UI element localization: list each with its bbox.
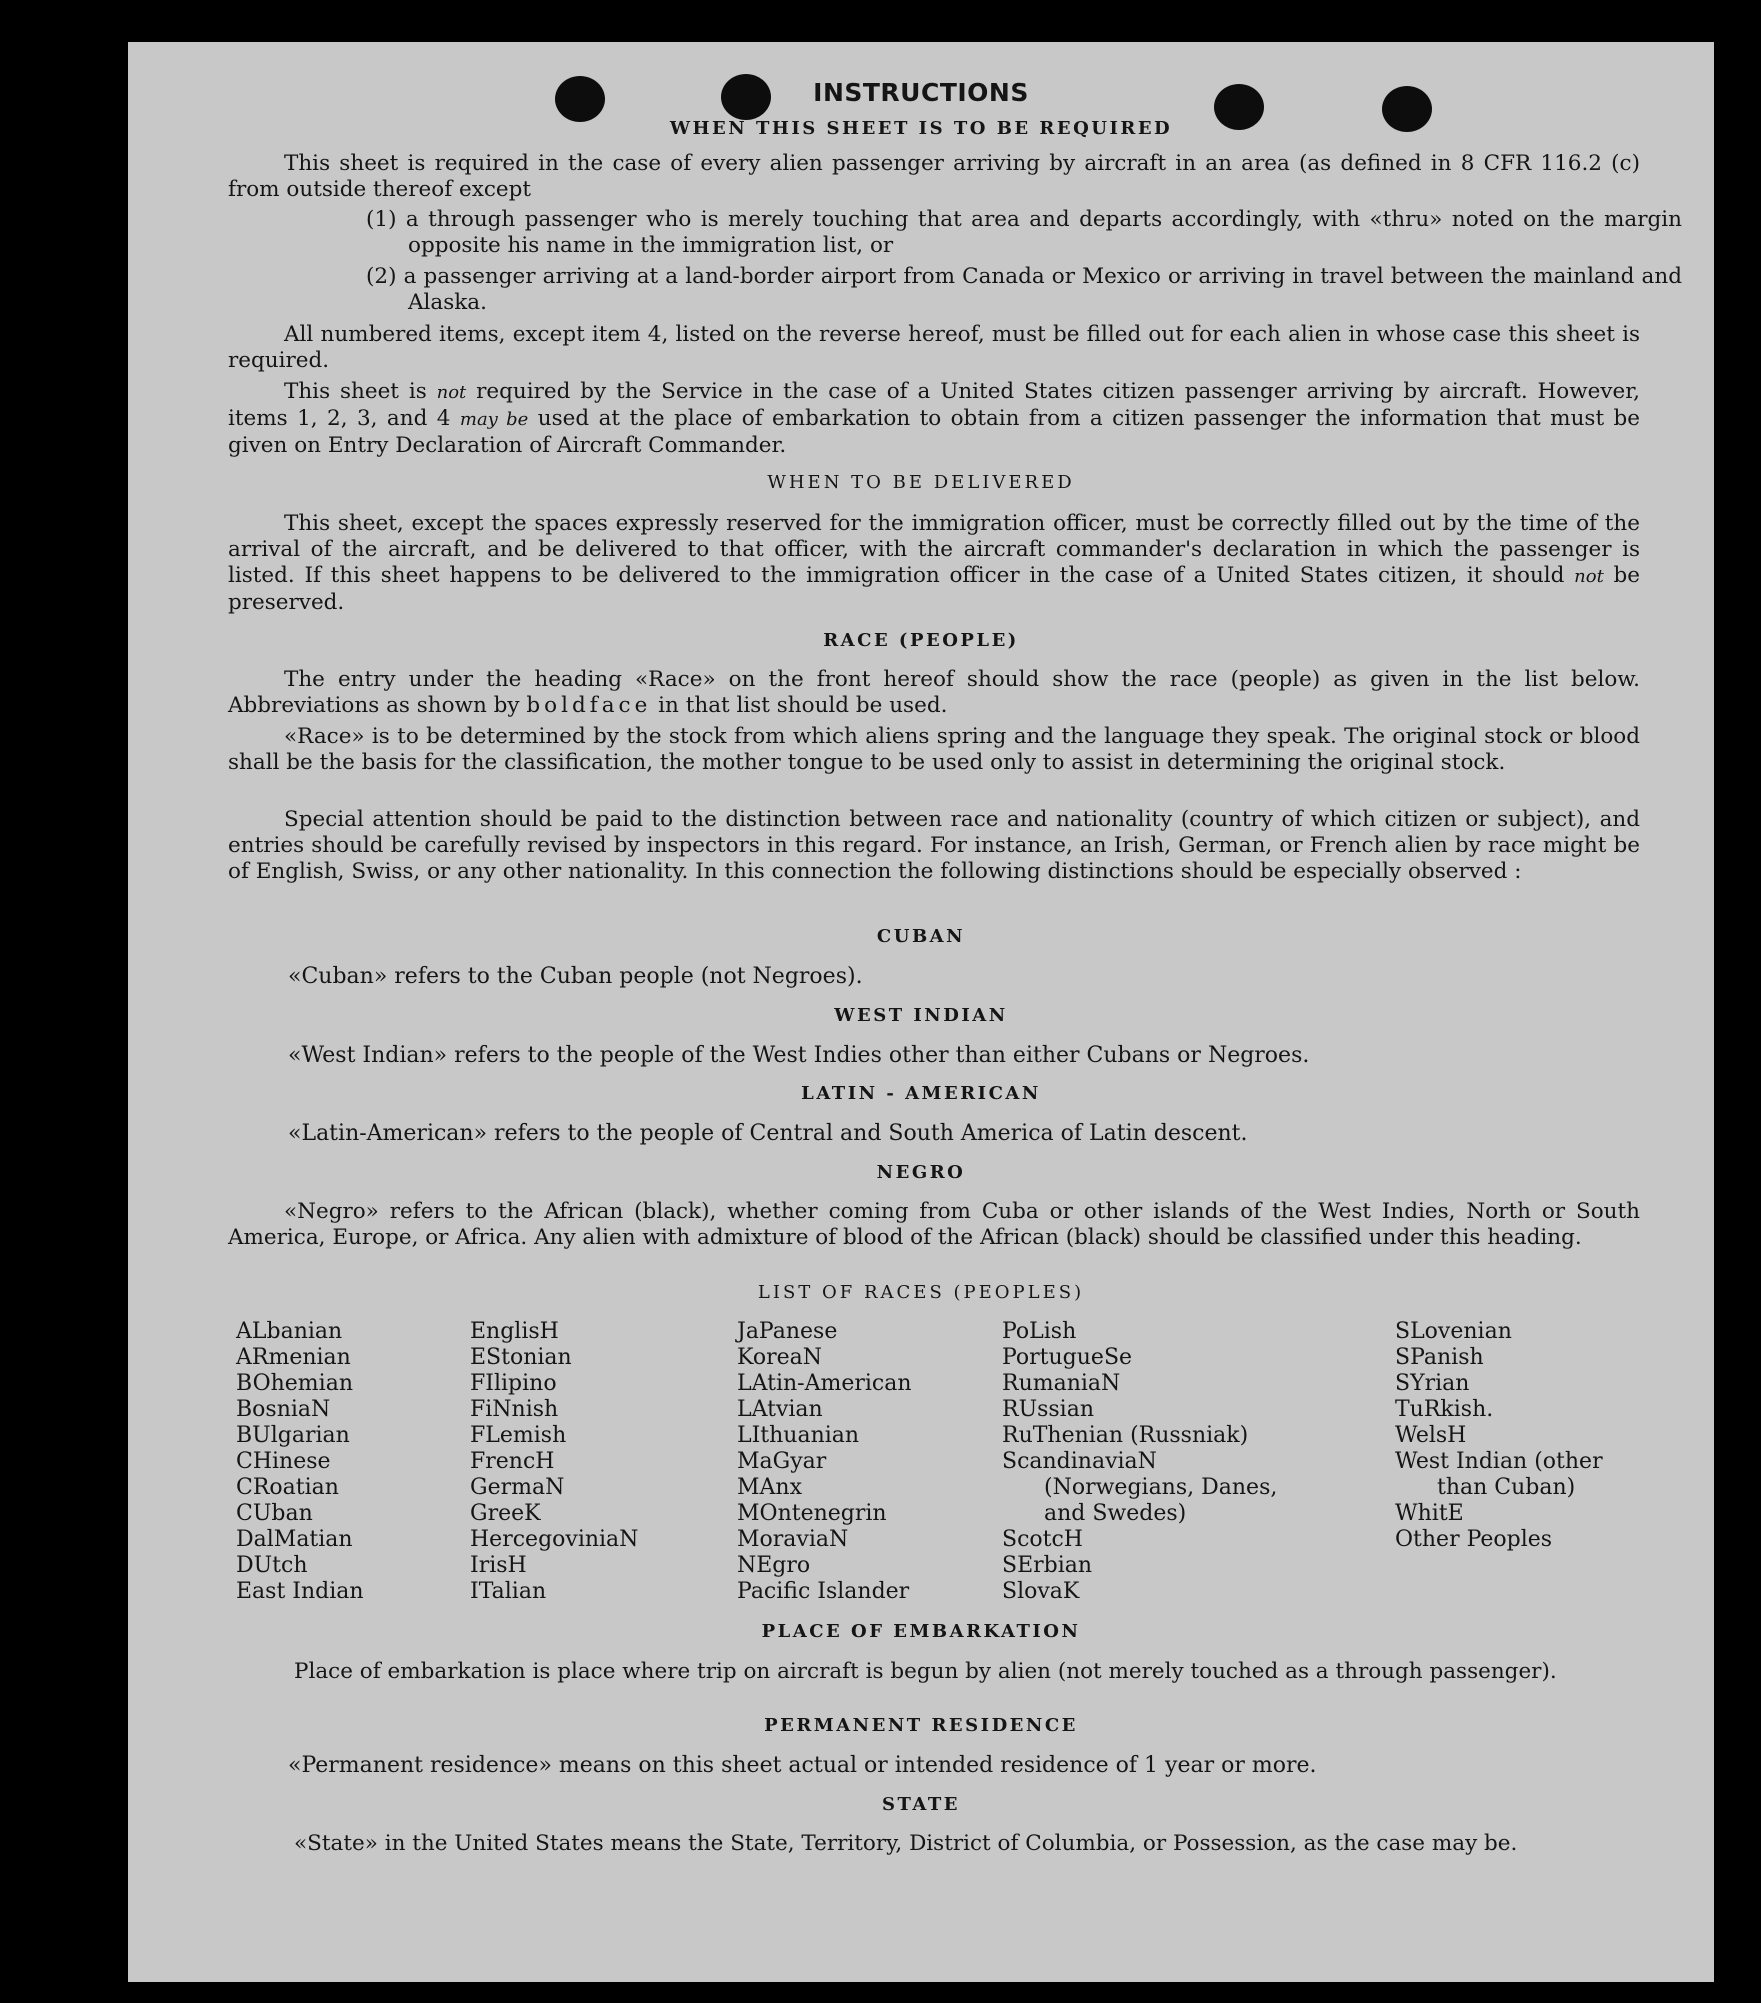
race-list-column-2 xyxy=(470,1319,720,1605)
race-list-item: West Indian (other than Cuban) xyxy=(1395,1449,1603,1500)
race-list-item: Pacific Islander xyxy=(737,1579,910,1604)
race-list-item: DUtch xyxy=(236,1553,308,1578)
section-heading-list: LIST OF RACES (PEOPLES) xyxy=(757,1282,1085,1303)
race-list-item: ARmenian xyxy=(236,1345,351,1370)
race-p3: Special attention should be paid to the distinction between race and nationality (country of which citizen or subject), and entries should be carefully revised by inspectors in this regard. For instance, an Irish, German, or French alien by race might be of English, Swiss, or any other nationality. In this connection the following distinctions should be especially observed : xyxy=(228,807,1640,884)
delivered-text: This sheet, except the spaces expressly reserved for the immigration officer, must be correctly filled out by the time of the arrival of the aircraft, and be delivered to that officer, with the aircraft commander's declaration in which the passenger is listed. If this sheet happens to be delivered to the immigration officer in the case of a United States citizen, it should not be preserved. xyxy=(228,511,1640,615)
page-title: INSTRUCTIONS xyxy=(813,78,1029,107)
state-text: «State» in the United States means the State, Territory, District of Columbia, or Possession, as the case may be. xyxy=(294,1831,1518,1856)
required-numbered: All numbered items, except item 4, listed on the reverse hereof, must be filled out for each alien in whose case this sheet is required. xyxy=(228,322,1640,373)
race-list-item: CHinese xyxy=(236,1449,331,1474)
race-list-item: WelsH xyxy=(1395,1423,1467,1448)
race-list-item: ScandinaviaN (Norwegians, Danes, and Swedes) xyxy=(1002,1449,1278,1526)
race-list-item: SlovaK xyxy=(1002,1579,1080,1604)
required-intro: This sheet is required in the case of every alien passenger arriving by aircraft in an area (as defined in 8 CFR 116.2 (c) from outside thereof except xyxy=(228,151,1640,202)
section-heading-state: STATE xyxy=(881,1794,960,1815)
race-list-item: GermaN xyxy=(470,1475,565,1500)
required-citizen: This sheet is not required by the Service in the case of a United States citizen passenger arriving by aircraft. However, items 1, 2, 3, and 4 may be used at the place of embarkation to obtain from a citizen passenger the information that must be given on Entry Declaration of Aircraft Commander. xyxy=(228,379,1641,458)
cuban-text: «Cuban» refers to the Cuban people (not Negroes). xyxy=(288,964,863,989)
race-list-item: HercegoviniaN xyxy=(470,1527,639,1552)
section-heading-negro: NEGRO xyxy=(876,1162,966,1183)
race-list-item: BosniaN xyxy=(236,1397,331,1422)
embarkation-text: Place of embarkation is place where trip on aircraft is begun by alien (not merely touched as a through passenger). xyxy=(294,1659,1557,1684)
latin-text: «Latin-American» refers to the people of Central and South America of Latin descent. xyxy=(288,1121,1248,1146)
race-list-item: SErbian xyxy=(1002,1553,1093,1578)
race-list-item: CRoatian xyxy=(236,1475,339,1500)
race-list-item: Other Peoples xyxy=(1395,1527,1553,1552)
race-list-item: TuRkish. xyxy=(1395,1397,1494,1422)
race-list-item: GreeK xyxy=(470,1501,541,1526)
race-list-item: MAnx xyxy=(737,1475,802,1500)
required-item-2: (2) a passenger arriving at a land-border airport from Canada or Mexico or arriving in travel between the mainland and Alaska. xyxy=(366,264,1682,315)
race-list-item: LAtin-American xyxy=(737,1371,912,1396)
race-p1: The entry under the heading «Race» on the front hereof should show the race (people) as given in the list below. Abbreviations as shown by boldface in that list should be used. xyxy=(228,667,1640,718)
race-list-item: BUlgarian xyxy=(236,1423,350,1448)
section-heading-cuban: CUBAN xyxy=(876,926,966,947)
section-heading-race: RACE (PEOPLE) xyxy=(823,630,1019,651)
negro-text: «Negro» refers to the African (black), whether coming from Cuba or other islands of the West Indies, North or South America, Europe, or Africa. Any alien with admixture of blood of the African (black) should be classified under this heading. xyxy=(228,1199,1640,1250)
race-p2: «Race» is to be determined by the stock from which aliens spring and the language they speak. The original stock or blood shall be the basis for the classification, the mother tongue to be used only to assist in determining the original stock. xyxy=(228,724,1640,775)
race-list-item: MoraviaN xyxy=(737,1527,849,1552)
race-list-item: MOntenegrin xyxy=(737,1501,887,1526)
race-list-item: EnglisH xyxy=(470,1319,559,1344)
required-item-1: (1) a through passenger who is merely touching that area and departs accordingly, with «thru» noted on the margin opposite his name in the immigration list, or xyxy=(366,207,1682,258)
race-list-item: RuThenian (Russniak) xyxy=(1002,1423,1249,1448)
residence-text: «Permanent residence» means on this sheet actual or intended residence of 1 year or more. xyxy=(288,1753,1317,1778)
race-list-item: FiNnish xyxy=(470,1397,559,1422)
race-list-item: East Indian xyxy=(236,1579,364,1604)
race-list-item: SYrian xyxy=(1395,1371,1470,1396)
race-list-item: SPanish xyxy=(1395,1345,1484,1370)
race-list-item: PoLish xyxy=(1002,1319,1077,1344)
section-heading-west-indian: WEST INDIAN xyxy=(834,1005,1008,1026)
race-list-column-1 xyxy=(236,1319,456,1605)
race-list-item: FLemish xyxy=(470,1423,567,1448)
section-heading-residence: PERMANENT RESIDENCE xyxy=(764,1715,1078,1736)
race-list-item: RumaniaN xyxy=(1002,1371,1121,1396)
section-heading-embarkation: PLACE OF EMBARKATION xyxy=(761,1621,1081,1642)
race-list-item: SLovenian xyxy=(1395,1319,1512,1344)
race-list-item: LAtvian xyxy=(737,1397,823,1422)
race-list-item: MaGyar xyxy=(737,1449,827,1474)
west-indian-text: «West Indian» refers to the people of the West Indies other than either Cubans or Negroes. xyxy=(288,1043,1310,1068)
race-list-item: ALbanian xyxy=(236,1319,343,1344)
race-list-column-3 xyxy=(737,1319,987,1605)
document-sheet xyxy=(128,42,1714,1982)
race-list-item: KoreaN xyxy=(737,1345,822,1370)
race-list-item: BOhemian xyxy=(236,1371,353,1396)
race-list-item: PortugueSe xyxy=(1002,1345,1133,1370)
race-list-item: EStonian xyxy=(470,1345,572,1370)
race-list-item: FrencH xyxy=(470,1449,555,1474)
race-list-item: LIthuanian xyxy=(737,1423,860,1448)
race-list-item: ITalian xyxy=(470,1579,547,1604)
section-heading-latin: LATIN - AMERICAN xyxy=(801,1083,1041,1104)
race-list-item: DalMatian xyxy=(236,1527,353,1552)
race-list-column-5 xyxy=(1395,1319,1645,1553)
section-heading-delivered: WHEN TO BE DELIVERED xyxy=(767,472,1075,493)
race-list-item: NEgro xyxy=(737,1553,811,1578)
race-list-item: RUssian xyxy=(1002,1397,1095,1422)
section-heading-required: WHEN THIS SHEET IS TO BE REQUIRED xyxy=(669,118,1173,139)
race-list-item: FIlipino xyxy=(470,1371,557,1396)
race-list-item: IrisH xyxy=(470,1553,527,1578)
race-list-item: ScotcH xyxy=(1002,1527,1083,1552)
race-list-item: JaPanese xyxy=(737,1319,838,1344)
race-list-column-4 xyxy=(1002,1319,1302,1605)
race-list-item: WhitE xyxy=(1395,1501,1464,1526)
race-list-item: CUban xyxy=(236,1501,313,1526)
